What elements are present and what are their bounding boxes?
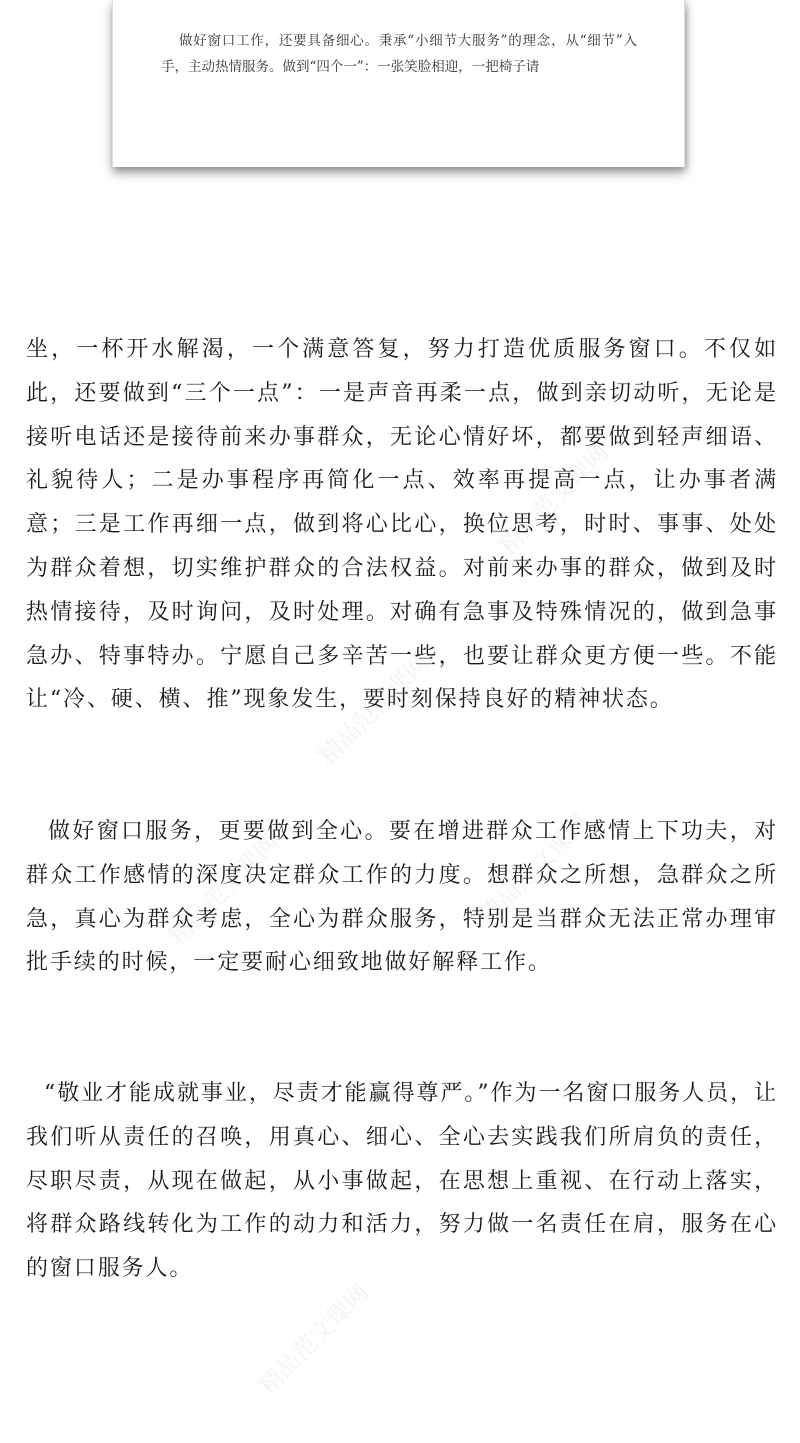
body-paragraph: 坐，一杯开水解渴，一个满意答复，努力打造优质服务窗口。不仅如此，还要做到“三个一点”：一是声音再柔一点，做到亲切动听，无论是接听电话还是接待前来办事群众，无论心情好坏，都要做到轻声细语、礼貌待人；二是办事程序再简化一点、效率再提高一点，让办事者满意；三是工作再细一点，做到将心比心，换位思考，时时、事事、处处为群众着想，切实维护群众的合法权益。对前来办事的群众，做到及时热情接待，及时询问，及时处理。对确有急事及特殊情况的，做到急事急办、特事特办。宁愿自己多辛苦一些，也要让群众更方便一些。不能让“冷、硬、横、推”现象发生，要时刻保持良好的精神状态。 [26, 337, 778, 713]
card-paragraph: 做好窗口工作，还要具备细心。秉承“小细节大服务”的理念，从“细节”入手，主动热情服务。做到“四个一”：一张笑脸相迎，一把椅子请 [161, 33, 637, 75]
watermark: 精品范文课网 [162, 828, 285, 951]
watermark: 精品范文课网 [472, 808, 595, 931]
body-paragraph: 做好窗口服务，更要做到全心。要在增进群众工作感情上下功夫，对群众工作感情的深度决定群众工作的力度。想群众之所想，急群众之所急，真心为群众考虑，全心为群众服务，特别是当群众无法正常办理审批手续的时候，一定要耐心细致地做好解释工作。 [26, 819, 778, 976]
body-paragraph: “敬业才能成就事业，尽责才能赢得尊严。”作为一名窗口服务人员，让我们听从责任的召唤，用真心、细心、全心去实践我们所肩负的责任，尽职尽责，从现在做起，从小事做起，在思想上重视、在行动上落实，将群众路线转化为工作的动力和活力，努力做一名责任在肩，服务在心的窗口服务人。 [26, 1081, 778, 1282]
image-card [112, 0, 685, 167]
watermark: 精品范文课网 [312, 648, 435, 771]
watermark: 精品范文课网 [252, 1278, 375, 1401]
watermark: 精品范文课网 [492, 438, 615, 561]
